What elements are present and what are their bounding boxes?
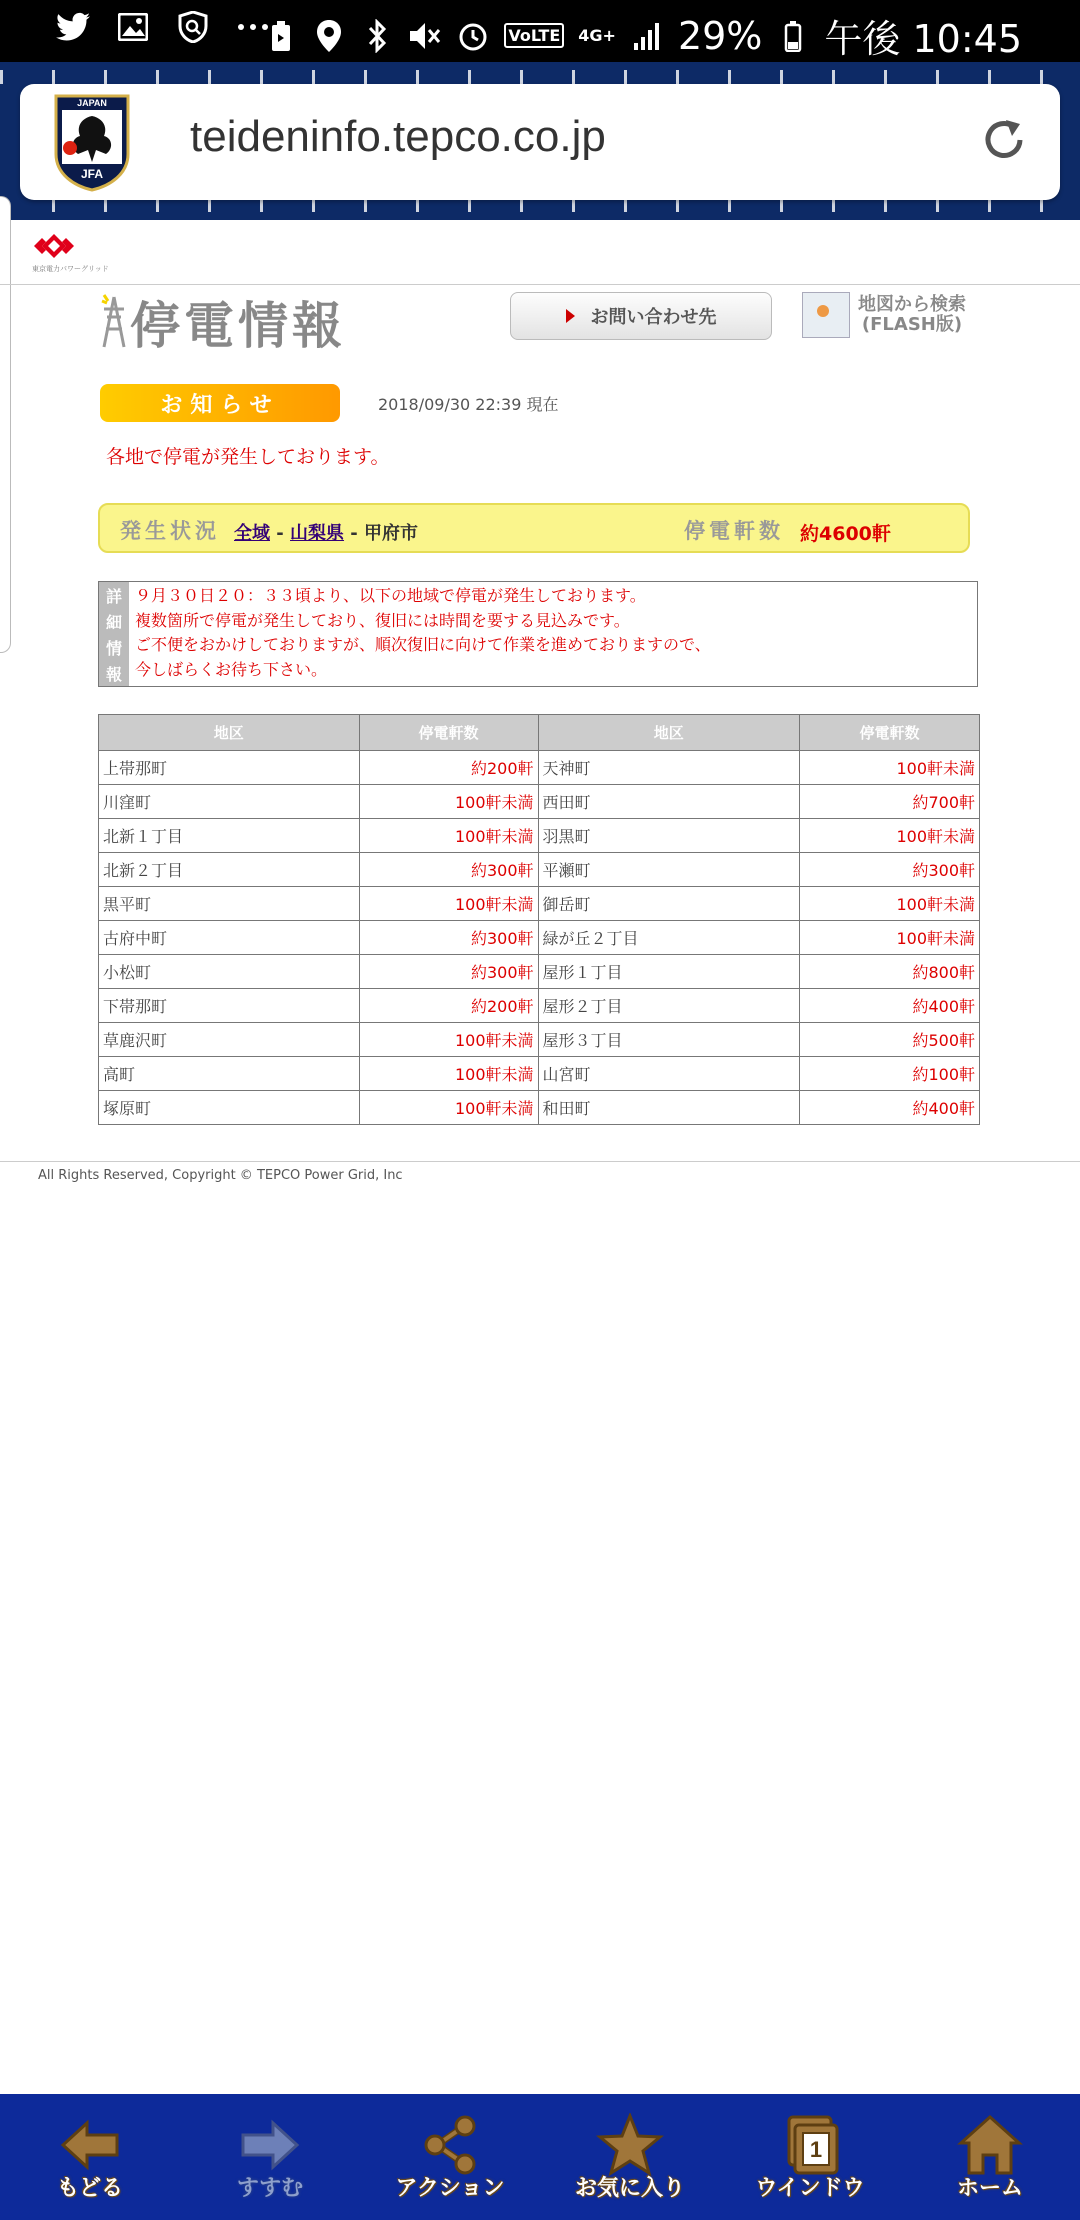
share-icon (415, 2113, 485, 2177)
outage-count: 約4600軒 (800, 523, 891, 545)
area-cell: 緑が丘２丁目 (538, 921, 800, 955)
bottom-navigation (0, 2094, 1080, 2220)
breadcrumb (234, 519, 418, 545)
area-cell: 古府中町 (99, 921, 360, 955)
column-header-area: 地区 (99, 715, 360, 751)
outage-count-cell: 100軒未満 (800, 819, 980, 853)
window-count-badge: 1 (809, 2136, 823, 2162)
area-cell: 北新２丁目 (99, 853, 360, 887)
outage-count-cell: 約300軒 (359, 921, 538, 955)
area-cell: 天神町 (538, 751, 800, 785)
table-row (99, 751, 980, 785)
area-cell: 高町 (99, 1057, 360, 1091)
action-label: アクション (395, 2175, 505, 2201)
outage-count-cell: 100軒未満 (359, 1091, 538, 1125)
breadcrumb-pref-link[interactable]: 山梨県 (290, 523, 345, 544)
copyright: All Rights Reserved, Copyright © TEPCO Power Grid, Inc (38, 1168, 403, 1183)
outage-status-bar (98, 503, 970, 553)
area-cell: 平瀬町 (538, 853, 800, 887)
outage-count-cell: 約700軒 (800, 785, 980, 819)
area-cell: 羽黒町 (538, 819, 800, 853)
detail-side-char: 細 (105, 612, 122, 632)
detail-line: ご不便をおかけしておりますが、順次復旧に向けて作業を進めておりますので、 (135, 635, 711, 654)
breadcrumb-city: 甲府市 (364, 523, 419, 544)
area-cell: 草鹿沢町 (99, 1023, 360, 1057)
outage-count-cell: 100軒未満 (359, 887, 538, 921)
detail-line: ９月３０日２０：３３頃より、以下の地域で停電が発生しております。 (135, 586, 646, 605)
company-name: 東京電力パワーグリッド (32, 265, 109, 273)
reload-icon[interactable] (976, 112, 1032, 168)
area-cell: 川窪町 (99, 785, 360, 819)
outage-count-cell: 100軒未満 (800, 887, 980, 921)
table-row (99, 989, 980, 1023)
table-row (99, 1023, 980, 1057)
outage-count-cell: 約300軒 (359, 955, 538, 989)
outage-count-cell: 100軒未満 (359, 1023, 538, 1057)
url-text[interactable]: teideninfo.tepco.co.jp (190, 112, 606, 161)
volte-icon: VoLTE (504, 23, 564, 48)
table-row (99, 887, 980, 921)
area-cell: 御岳町 (538, 887, 800, 921)
contact-button[interactable] (510, 292, 772, 340)
column-header-area: 地区 (538, 715, 800, 751)
map-icon (802, 292, 850, 338)
breadcrumb-all-link[interactable]: 全域 (234, 523, 270, 544)
outage-count-cell: 100軒未満 (800, 751, 980, 785)
forward-arrow-icon (235, 2113, 305, 2177)
area-cell: 屋形２丁目 (538, 989, 800, 1023)
browser-toolbar (0, 62, 1080, 220)
outage-count-cell: 100軒未満 (359, 785, 538, 819)
area-cell: 黒平町 (99, 887, 360, 921)
table-row (99, 853, 980, 887)
triangle-right-icon (566, 309, 575, 323)
outage-count-cell: 約800軒 (800, 955, 980, 989)
area-cell: 屋形３丁目 (538, 1023, 800, 1057)
detail-line: 複数箇所で停電が発生しており、復旧には時間を要する見込みです。 (135, 610, 630, 630)
outage-count-cell: 約200軒 (359, 751, 538, 785)
outage-table (98, 714, 980, 1125)
window-button[interactable] (720, 2094, 900, 2220)
breadcrumb-separator: - (270, 523, 291, 544)
jfa-logo-bottom: JFA (80, 167, 104, 181)
title-text: 停電情報 (130, 297, 346, 355)
power-tower-icon (98, 291, 130, 353)
action-button[interactable] (360, 2094, 540, 2220)
site-header (0, 220, 1080, 285)
battery-level: 29% (677, 13, 763, 58)
outage-count-cell: 100軒未満 (800, 921, 980, 955)
outage-count-label: 停電軒数 (684, 519, 784, 543)
table-row (99, 785, 980, 819)
network-icon: 4G+ (578, 26, 616, 45)
signal-icon (630, 19, 664, 53)
detail-side-char: 詳 (105, 586, 122, 606)
area-cell: 和田町 (538, 1091, 800, 1125)
area-cell: 山宮町 (538, 1057, 800, 1091)
outage-count-cell: 約500軒 (800, 1023, 980, 1057)
outage-count-cell: 約300軒 (359, 853, 538, 887)
forward-button[interactable] (180, 2094, 360, 2220)
twitter-icon (56, 10, 90, 44)
table-row (99, 921, 980, 955)
favorites-label: お気に入り (574, 2175, 685, 2201)
star-icon (595, 2113, 665, 2177)
alarm-icon (456, 19, 490, 53)
area-cell: 北新１丁目 (99, 819, 360, 853)
status-label: 発生状況 (120, 519, 220, 543)
area-cell: 西田町 (538, 785, 800, 819)
shield-icon (176, 10, 210, 44)
table-header-row (99, 715, 980, 751)
notice-badge: お知らせ (100, 384, 340, 422)
back-arrow-icon (55, 2113, 125, 2177)
outage-count-cell: 100軒未満 (359, 819, 538, 853)
table-row (99, 819, 980, 853)
map-search-label: 地図から検索 (858, 294, 966, 315)
outage-count-cell: 約300軒 (800, 853, 980, 887)
detail-info-box (98, 581, 978, 687)
table-row (99, 955, 980, 989)
breadcrumb-separator: - (344, 523, 365, 544)
back-button[interactable] (0, 2094, 180, 2220)
area-cell: 下帯那町 (99, 989, 360, 1023)
map-search-link[interactable] (802, 292, 966, 338)
outage-count-cell: 約400軒 (800, 989, 980, 1023)
forward-label: すすむ (236, 2175, 304, 2201)
area-cell: 塚原町 (99, 1091, 360, 1125)
notice-message: 各地で停電が発生しております。 (106, 446, 390, 468)
mute-icon (408, 19, 442, 53)
detail-line: 今しばらくお待ち下さい。 (135, 659, 328, 679)
back-label: もどる (56, 2175, 123, 2201)
column-header-count: 停電軒数 (800, 715, 980, 751)
map-search-sublabel: (FLASH版) (861, 314, 963, 335)
window-icon (775, 2113, 845, 2177)
bluetooth-icon (360, 19, 394, 53)
outage-count-cell: 約100軒 (800, 1057, 980, 1091)
location-icon (312, 19, 346, 53)
home-icon (955, 2113, 1025, 2177)
outage-count-cell: 100軒未満 (359, 1057, 538, 1091)
window-label: ウインドウ (755, 2175, 865, 2201)
area-cell: 上帯那町 (99, 751, 360, 785)
table-row (99, 1057, 980, 1091)
home-label: ホーム (956, 2175, 1023, 2201)
footer-divider (0, 1161, 1080, 1162)
outage-count-cell: 約200軒 (359, 989, 538, 1023)
image-icon (116, 10, 150, 44)
area-cell: 屋形１丁目 (538, 955, 800, 989)
status-bar (0, 0, 1080, 62)
notice-date: 2018/09/30 22:39 現在 (378, 395, 559, 414)
address-bar[interactable] (20, 84, 1060, 200)
page-title (98, 286, 346, 358)
clock: 午後 10:45 (824, 17, 1022, 61)
jfa-logo-icon (52, 92, 132, 192)
jfa-logo-top: JAPAN (77, 98, 107, 108)
column-header-count: 停電軒数 (359, 715, 538, 751)
home-button[interactable] (900, 2094, 1080, 2220)
outage-count-cell: 約400軒 (800, 1091, 980, 1125)
table-row (99, 1091, 980, 1125)
detail-side-label (99, 582, 129, 686)
battery-saver-icon (264, 19, 298, 53)
detail-side-char: 情 (105, 638, 122, 658)
contact-button-label: お問い合わせ先 (590, 307, 717, 328)
battery-icon (776, 19, 810, 53)
detail-side-char: 報 (105, 664, 122, 684)
area-cell: 小松町 (99, 955, 360, 989)
favorites-button[interactable] (540, 2094, 720, 2220)
